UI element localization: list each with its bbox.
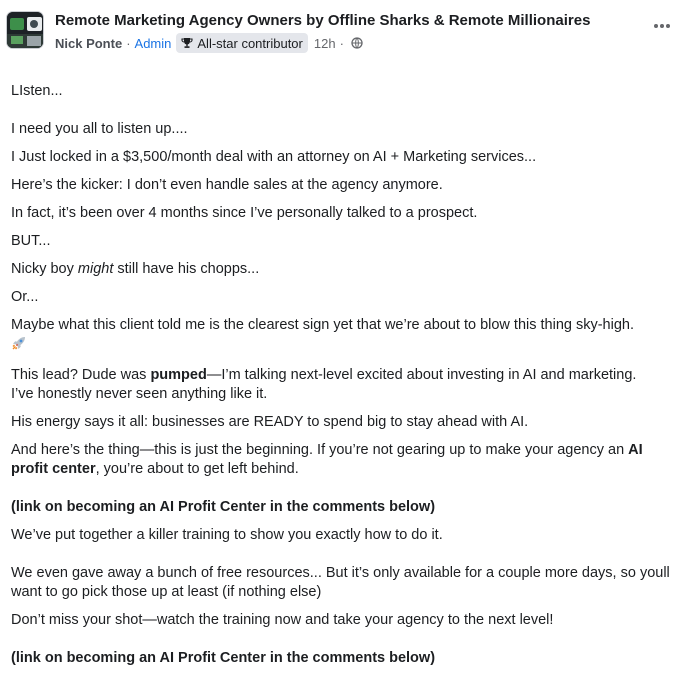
post-meta xyxy=(55,33,363,53)
post-paragraph: I need you all to listen up.... xyxy=(11,121,188,137)
post-paragraph: Here’s the kicker: I don’t even handle sales at the agency anymore. xyxy=(11,177,443,193)
author-name-link[interactable]: Nick Ponte xyxy=(55,35,123,51)
post-header xyxy=(6,10,678,54)
post-paragraph: We even gave away a bunch of free resources... But it’s only available for a couple more days, so youll want to go pick those up at least (if nothing else) xyxy=(11,565,670,600)
badge-label: All-star contributor xyxy=(197,35,303,51)
post-paragraph: Nicky boy might still have his chopps... xyxy=(11,261,260,277)
trophy-icon xyxy=(181,37,193,49)
globe-icon[interactable] xyxy=(351,37,363,49)
group-avatar[interactable] xyxy=(6,11,44,49)
meta-separator-2: · xyxy=(339,35,344,51)
post-paragraph: BUT... xyxy=(11,233,51,249)
rocket-icon xyxy=(11,335,27,357)
post-paragraph: This lead? Dude was pumped—I’m talking next-level excited about investing in AI and marketing. I’ve honestly never seen anything like it. xyxy=(11,367,637,402)
post-paragraph-link-note: (link on becoming an AI Profit Center in the comments below) xyxy=(11,499,436,515)
post-paragraph: LIsten... xyxy=(11,83,63,99)
meta-separator: · xyxy=(126,35,131,51)
post-paragraph: Don’t miss your shot—watch the training now and take your agency to the next level! xyxy=(11,612,554,628)
post-paragraph: We’ve put together a killer training to show you exactly how to do it. xyxy=(11,527,443,543)
post-paragraph: Or... xyxy=(11,289,39,305)
post-paragraph: In fact, it’s been over 4 months since I’ve personally talked to a prospect. xyxy=(11,205,478,221)
group-name-link[interactable]: Remote Marketing Agency Owners by Offline Sharks & Remote Millionaires xyxy=(55,12,591,29)
admin-role-label: Admin xyxy=(134,35,172,51)
more-options-icon[interactable] xyxy=(650,18,674,34)
post-body xyxy=(11,82,670,668)
post-timestamp[interactable]: 12h xyxy=(313,35,336,51)
post-paragraph-link-note: (link on becoming an AI Profit Center in the comments below) xyxy=(11,650,436,666)
post-paragraph: And here’s the thing—this is just the beginning. If you’re not gearing up to make your agency an AI profit center, you’re about to get left behind. xyxy=(11,442,643,477)
post-paragraph: I Just locked in a $3,500/month deal with an attorney on AI + Marketing services... xyxy=(11,149,537,165)
post-paragraph: His energy says it all: businesses are READY to spend big to stay ahead with AI. xyxy=(11,414,529,430)
all-star-contributor-badge[interactable] xyxy=(176,33,307,53)
post-paragraph: Maybe what this client told me is the clearest sign yet that we’re about to blow this thing sky-high. xyxy=(11,316,670,357)
